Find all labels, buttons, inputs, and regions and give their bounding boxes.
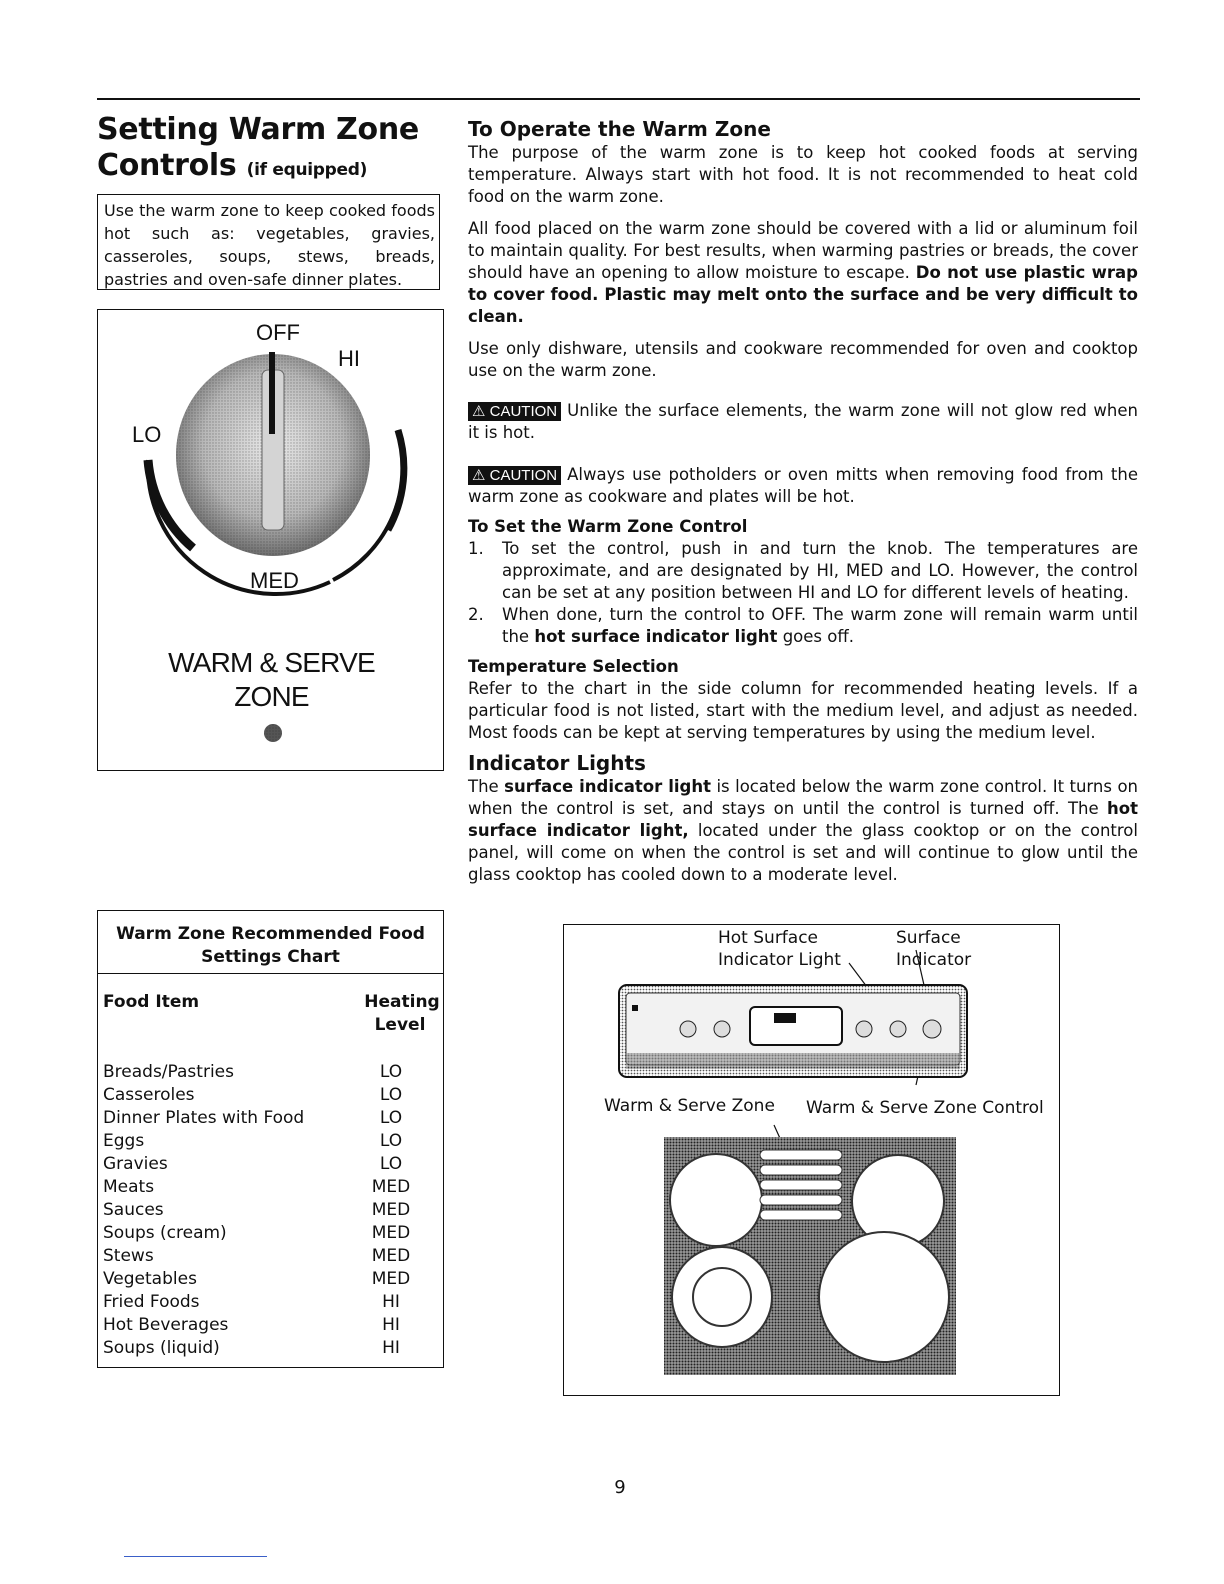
food-settings-chart: Warm Zone Recommended Food Settings Chart Food Item Heating Level Breads/Pastries LO Casseroles LO Dinner Plates with Food LO Eggs LO Gravies LO Meats MED Sauces MED Soups (cream) MED Stews MED Vegetables MED Fried Foods HI Hot Beverages HI Soups (liquid) HI (97, 910, 444, 1368)
chart-food-item: Breads/Pastries (103, 1062, 234, 1082)
chart-heating-level: HI (382, 1338, 400, 1358)
chart-row (103, 1199, 438, 1222)
chart-food-item: Casseroles (103, 1085, 195, 1105)
chart-food-item: Fried Foods (103, 1292, 200, 1312)
chart-food-item: Dinner Plates with Food (103, 1108, 305, 1128)
chart-food-item: Soups (liquid) (103, 1338, 220, 1358)
page-title: Setting Warm Zone Controls (if equipped) (97, 112, 419, 183)
intro-box: Use the warm zone to keep cooked foods hot such as: vegetables, gravies, casseroles, soups, stews, breads, pastries and oven-safe dinner plates. (97, 194, 440, 290)
chart-row (103, 1130, 438, 1153)
right-column (468, 116, 1138, 886)
temperature-paragraph: Refer to the chart in the side column for recommended heating levels. If a particular food is not listed, start with the medium level, and adjust as needed. Most foods can be kept at serving temperatures by using the medium level. (468, 679, 1138, 742)
knob-illustration (97, 309, 444, 771)
step-2: 2. When done, turn the control to OFF. The warm zone will remain warm until the hot surface indicator light goes off. (468, 605, 1138, 646)
step-1: 1. To set the control, push in and turn the knob. The temperatures are approximate, and are designated by HI, MED and LO. However, the control can be set at any position between HI and LO for different levels of heating. (468, 539, 1138, 602)
knob-lo-label: LO (132, 422, 162, 447)
page-number: 9 (614, 1477, 626, 1498)
warm-serve-zone-label: Warm & Serve Zone (604, 1096, 775, 1116)
chart-heating-level: LO (379, 1131, 403, 1151)
chart-row (103, 1314, 438, 1337)
chart-row (103, 1084, 438, 1107)
chart-food-item: Soups (cream) (103, 1223, 227, 1243)
zone-title-line1: WARM & SERVE (168, 647, 375, 678)
chart-row (103, 1061, 438, 1084)
chart-heating-level: MED (371, 1177, 411, 1197)
chart-food-item: Stews (103, 1246, 154, 1266)
chart-heating-level: HI (382, 1315, 400, 1335)
chart-food-item: Meats (103, 1177, 155, 1197)
zone-title-line2: ZONE (234, 681, 309, 712)
operate-paragraph-1: The purpose of the warm zone is to keep hot cooked foods at serving temperature. Always start with hot food. It is not recommended to heat cold food on the warm zone. (468, 143, 1138, 206)
chart-row (103, 1245, 438, 1268)
chart-heating-level: LO (379, 1085, 403, 1105)
indicator-lights-paragraph: The surface indicator light is located below the warm zone control. It turns on when the control is set, and stays on until the control is turned off. The hot surface indicator light, located under the glass cooktop or on the control panel, will come on when the control is set and will continue to glow until the glass cooktop has cooled down to a moderate level. (468, 777, 1138, 884)
knob-off-label: OFF (256, 320, 300, 345)
chart-food-item: Hot Beverages (103, 1315, 229, 1335)
chart-food-item: Gravies (103, 1154, 168, 1174)
bottom-link-underline (124, 1556, 267, 1557)
knob-pointer (269, 352, 275, 434)
chart-food-item: Sauces (103, 1200, 164, 1220)
knob-hi-label: HI (338, 346, 360, 371)
set-control-heading: To Set the Warm Zone Control (468, 517, 748, 536)
chart-row (103, 1107, 438, 1130)
chart-heating-level: MED (371, 1223, 411, 1243)
chart-food-item: Vegetables (103, 1269, 197, 1289)
caution-badge: ⚠ CAUTION (468, 466, 561, 485)
operate-heading: To Operate the Warm Zone (468, 117, 771, 141)
chart-heating-level: LO (379, 1108, 403, 1128)
control-display (750, 1007, 842, 1045)
burner-right-front (819, 1232, 949, 1362)
chart-row (103, 1176, 438, 1199)
cooktop-figure (563, 924, 1060, 1396)
chart-row (103, 1222, 438, 1245)
chart-row (103, 1291, 438, 1314)
chart-heating-level: LO (379, 1062, 403, 1082)
caution-1: ⚠ CAUTION Unlike the surface elements, the warm zone will not glow red when it is hot. (468, 401, 1138, 442)
chart-row (103, 1268, 438, 1291)
hot-surface-label: Hot Surface Indicator Light (718, 928, 841, 970)
knob-med-label: MED (250, 568, 299, 593)
surface-indicator-label: Surface Indicator (896, 928, 972, 970)
operate-paragraph-3: Use only dishware, utensils and cookware recommended for oven and cooktop use on the warm zone. (468, 339, 1138, 380)
chart-heating-level: MED (371, 1269, 411, 1289)
temperature-heading: Temperature Selection (468, 657, 679, 676)
chart-title: Warm Zone Recommended Food Settings Chart (98, 911, 443, 974)
chart-heating-level: MED (371, 1246, 411, 1266)
chart-heating-level: HI (382, 1292, 400, 1312)
burner-left-rear (670, 1154, 762, 1246)
indicator-lights-heading: Indicator Lights (468, 751, 646, 775)
top-rule (97, 98, 1140, 100)
warm-serve-control-label: Warm & Serve Zone Control (806, 1098, 1044, 1118)
chart-row (103, 1337, 438, 1360)
operate-paragraph-2: All food placed on the warm zone should be covered with a lid or aluminum foil to maintain quality. For best results, when warming pastries or breads, the cover should have an opening to allow moisture to escape. Do not use plastic wrap to cover food. Plastic may melt onto the surface and be very difficult to clean. (468, 219, 1138, 326)
chart-heating-level: LO (379, 1154, 403, 1174)
chart-heating-level: MED (371, 1200, 411, 1220)
warm-zone-element (760, 1150, 842, 1220)
caution-badge: ⚠ CAUTION (468, 402, 561, 421)
caution-2: ⚠ CAUTION Always use potholders or oven mitts when removing food from the warm zone as cookware and plates will be hot. (468, 465, 1138, 506)
chart-food-item: Eggs (103, 1131, 145, 1151)
chart-row (103, 1153, 438, 1176)
